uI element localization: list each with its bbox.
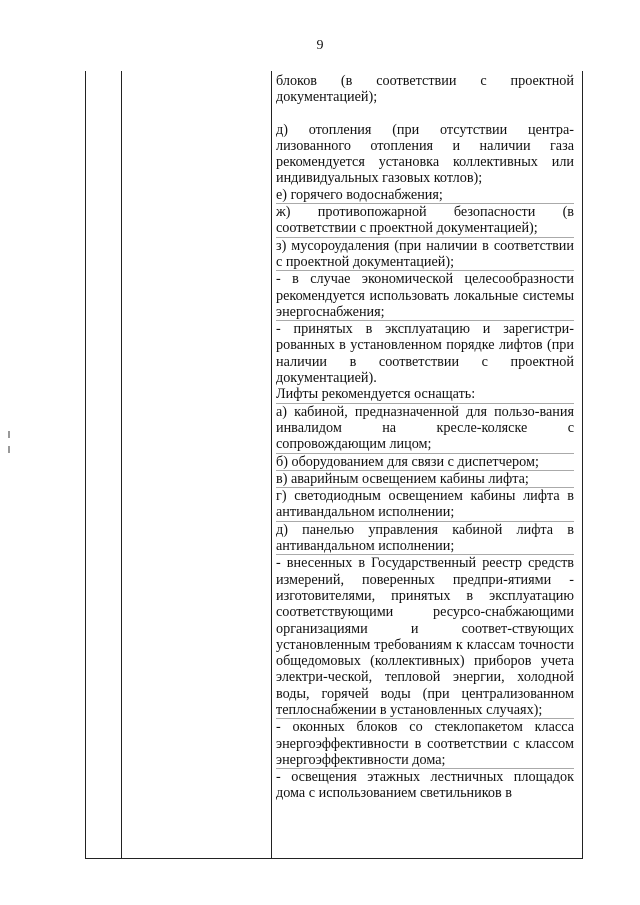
requirement-item: - внесенных в Государственный реестр средств измерений, поверенных предпри-ятиями - изготовителями, принятых в эксплуатацию соответствующими ресурсо-снабжающими организациями и соответ-ствующих установленным требованиям к классам точности общедомовых (коллективных) приборов учета электри-ческой, тепловой энергии, холодной воды, горячей воды (при централизованном теплоснабжении в установленных случаях); — [276, 555, 574, 718]
table-column-divider — [271, 71, 272, 858]
table-column-divider — [121, 71, 122, 858]
paragraph-gap — [276, 106, 574, 122]
requirement-item: а) кабиной, предназначенной для пользо-вания инвалидом на кресле-коляске с сопровождающим лицом; — [276, 403, 574, 453]
requirement-item: ж) противопожарной безопасности (в соответствии с проектной документацией); — [276, 204, 574, 237]
requirement-item: - в случае экономической целесообразности рекомендуется использовать локальные системы энергоснабжения; — [276, 271, 574, 320]
table-cell-content — [276, 73, 574, 802]
requirement-item: в) аварийным освещением кабины лифта; — [276, 470, 529, 487]
requirement-item: б) оборудованием для связи с диспетчером; — [276, 453, 539, 470]
page-number: 9 — [316, 38, 324, 53]
requirement-item: - принятых в эксплуатацию и зарегистри-рованных в установленном порядке лифтов (при наличии в соответствии с проектной документацией). — [276, 321, 574, 387]
requirement-item: - оконных блоков со стеклопакетом класса энергоэффективности в соответствии с классом энергоэффективности дома; — [276, 719, 574, 768]
requirement-item: блоков (в соответствии с проектной документацией); — [276, 73, 574, 106]
requirement-item: - освещения этажных лестничных площадок дома с использованием светильников в — [276, 769, 574, 802]
requirement-item: г) светодиодным освещением кабины лифта в антивандальном исполнении; — [276, 488, 574, 521]
requirement-item: д) отопления (при отсутствии центра-лизованного отопления и наличии газа рекомендуется установка коллективных или индивидуальных газовых котлов); — [276, 121, 574, 187]
requirement-item: д) панелью управления кабиной лифта в антивандальном исполнении; — [276, 521, 574, 555]
requirement-item: е) горячего водоснабжения; — [276, 186, 443, 203]
scan-margin-mark — [8, 446, 10, 453]
requirement-item: з) мусороудаления (при наличии в соответствии с проектной документацией); — [276, 237, 574, 270]
requirement-item: Лифты рекомендуется оснащать: — [276, 386, 476, 403]
scan-margin-mark — [8, 431, 10, 438]
